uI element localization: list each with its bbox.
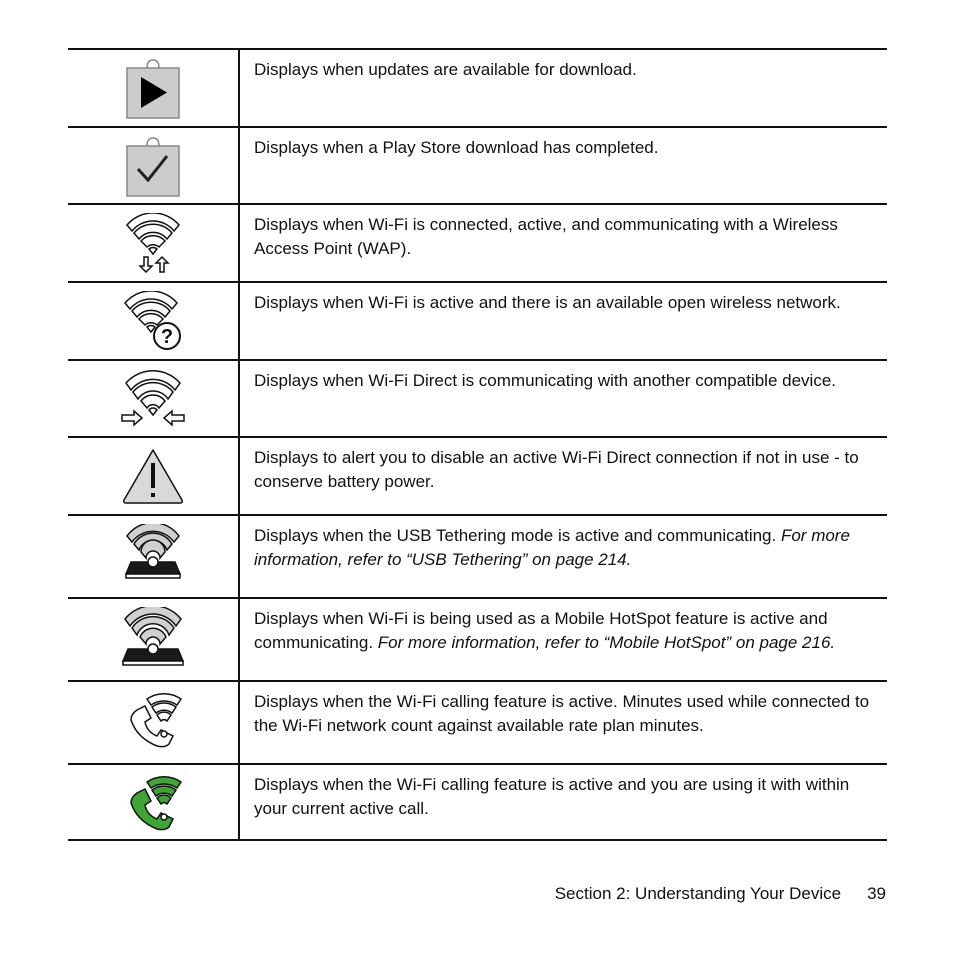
icon-cell bbox=[68, 765, 240, 839]
description-text: Displays when the Wi-Fi calling feature is active and you are using it with within your current active call. bbox=[254, 775, 850, 818]
table-row bbox=[68, 514, 887, 597]
wifi-active-icon bbox=[125, 213, 181, 273]
row-description bbox=[240, 765, 887, 839]
icon-cell bbox=[68, 50, 240, 126]
icon-cell bbox=[68, 682, 240, 763]
table-row bbox=[68, 203, 887, 281]
table-row bbox=[68, 48, 887, 126]
wifi-open-network-icon bbox=[121, 291, 185, 351]
description-text: Displays when Wi-Fi is active and there is an available open wireless network. bbox=[254, 293, 841, 312]
row-description bbox=[240, 516, 887, 597]
row-description bbox=[240, 205, 887, 281]
warning-icon bbox=[120, 446, 186, 506]
table-row bbox=[68, 359, 887, 436]
svg-text:?: ? bbox=[160, 326, 174, 348]
table-row bbox=[68, 281, 887, 359]
mobile-hotspot-icon bbox=[120, 607, 186, 667]
table-row bbox=[68, 126, 887, 203]
description-text: Displays to alert you to disable an active Wi-Fi Direct connection if not in use - to conserve battery power. bbox=[254, 448, 859, 491]
cross-reference-text: For more information, refer to “USB Tethering” on page 214. bbox=[254, 526, 850, 569]
table-row bbox=[68, 597, 887, 680]
usb-tethering-icon bbox=[123, 524, 183, 580]
table-row bbox=[68, 680, 887, 763]
icon-cell bbox=[68, 283, 240, 359]
play-store-update-icon bbox=[125, 58, 181, 120]
description-text: Displays when the USB Tethering mode is active and communicating. bbox=[254, 526, 777, 545]
table-row bbox=[68, 763, 887, 841]
page-number: 39 bbox=[867, 884, 886, 903]
row-description bbox=[240, 599, 887, 680]
icon-cell bbox=[68, 599, 240, 680]
wifi-calling-icon bbox=[123, 690, 183, 750]
play-store-complete-icon bbox=[125, 136, 181, 198]
wifi-calling-active-call-icon bbox=[123, 773, 183, 833]
icon-cell bbox=[68, 205, 240, 281]
icon-cell bbox=[68, 128, 240, 203]
icon-cell bbox=[68, 361, 240, 436]
status-icon-table bbox=[68, 48, 887, 841]
description-text: Displays when Wi-Fi is being used as a Mobile HotSpot feature is active and communicating. bbox=[254, 609, 828, 652]
row-description bbox=[240, 50, 887, 126]
description-text: Displays when a Play Store download has completed. bbox=[254, 138, 659, 157]
description-text: Displays when the Wi-Fi calling feature is active. Minutes used while connected to the Wi-Fi network count against available rate plan minutes. bbox=[254, 692, 870, 735]
table-row bbox=[68, 436, 887, 514]
row-description bbox=[240, 438, 887, 514]
cross-reference-text: For more information, refer to “Mobile HotSpot” on page 216. bbox=[377, 633, 836, 652]
row-description bbox=[240, 682, 887, 763]
icon-cell bbox=[68, 438, 240, 514]
section-title: Section 2: Understanding Your Device bbox=[554, 884, 842, 903]
wifi-direct-icon bbox=[120, 369, 186, 429]
icon-cell bbox=[68, 516, 240, 597]
row-description bbox=[240, 128, 887, 203]
page-footer bbox=[555, 884, 886, 904]
row-description bbox=[240, 283, 887, 359]
description-text: Displays when Wi-Fi is connected, active, and communicating with a Wireless Access Point (WAP). bbox=[254, 215, 838, 258]
row-description bbox=[240, 361, 887, 436]
description-text: Displays when Wi-Fi Direct is communicating with another compatible device. bbox=[254, 371, 836, 390]
description-text: Displays when updates are available for download. bbox=[254, 60, 637, 79]
